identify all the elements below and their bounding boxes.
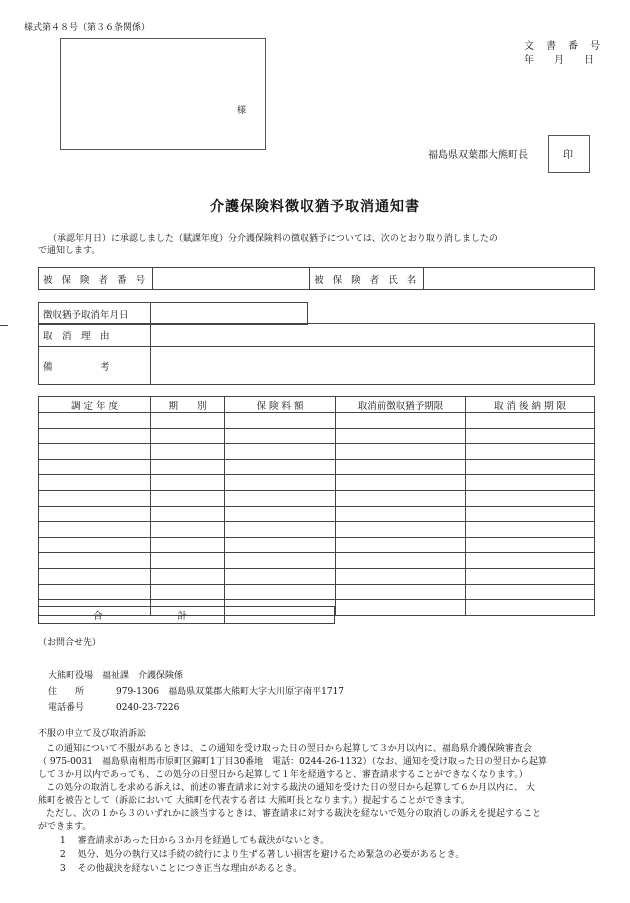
appeal-item-2: 2 処分、処分の執行又は手続の続行により生ずる著しい損害を避けるため緊急の必要があるとき。 xyxy=(60,850,465,860)
contact-heading: （お問合せ先） xyxy=(38,638,102,648)
issuer-name: 福島県双葉郡大熊町長 xyxy=(428,150,528,161)
margin-tick xyxy=(0,325,8,326)
contact-phone: 0240-23-7226 xyxy=(116,703,180,713)
document-title: 介護保険料徴収猶予取消通知書 xyxy=(210,199,420,215)
table-row xyxy=(39,568,595,584)
cancel-reason-label: 取 消 理 由 xyxy=(39,324,151,347)
schedule-header-amount: 保 険 料 額 xyxy=(225,397,336,413)
date-label: 年 月 日 xyxy=(524,55,594,66)
insured-number-value[interactable] xyxy=(153,268,310,290)
schedule-header-year: 調 定 年 度 xyxy=(39,397,151,413)
cancel-reason-table xyxy=(38,323,595,385)
cancel-date-label: 徴収猶予取消年月日 xyxy=(39,303,151,325)
total-amount[interactable] xyxy=(225,607,335,624)
insured-name-value[interactable] xyxy=(424,268,595,290)
appeal-line-4: この処分の取消しを求める訴えは、前述の審査請求に対する裁決の通知を受けた日の翌日から起算して６か月以内に、 大 xyxy=(46,783,535,793)
table-row xyxy=(39,444,595,460)
remarks-label: 備 考 xyxy=(39,347,151,385)
insured-name-label: 被 保 険 者 氏 名 xyxy=(310,268,424,290)
total-label xyxy=(39,607,225,624)
table-row xyxy=(39,522,595,538)
contact-address-label: 住 所 xyxy=(48,687,85,697)
table-row xyxy=(39,584,595,600)
seal-mark: 印 xyxy=(563,150,573,161)
appeal-line-1: この通知について不服があるときは、この通知を受け取った日の翌日から起算して３か月以内に、福島県介護保険審査会 xyxy=(46,744,532,754)
table-row xyxy=(39,459,595,475)
contact-address: 979-1306 福島県双葉郡大熊町大字大川原字南平1717 xyxy=(116,687,345,697)
table-row xyxy=(39,506,595,522)
insured-number-label: 被 保 険 者 番 号 xyxy=(39,268,153,290)
table-row xyxy=(39,428,595,444)
document-number-label: 文 書 番 号 xyxy=(524,41,601,52)
appeal-item-3: 3 その他裁決を経ないことにつき正当な理由があるとき。 xyxy=(60,864,303,874)
table-row xyxy=(39,553,595,569)
intro-line-2: で通知します。 xyxy=(38,246,101,256)
appeal-line-7: ができます。 xyxy=(38,822,92,832)
appeal-line-6: ただし、次の１から３のいずれかに該当するときは、審査請求に対する裁決を経ないで処分の取消しの訴えを提起すること xyxy=(46,809,542,819)
total-label-right: 計 xyxy=(177,611,188,622)
appeal-line-5: 熊町を被告として（訴訟において 大熊町を代表する者は 大熊町長となります。）提起することができます。 xyxy=(38,796,470,806)
appeal-heading: 不服の申立て及び取消訴訟 xyxy=(38,729,147,739)
total-table xyxy=(38,606,335,624)
appeal-line-3: して３か月以内であっても、この処分の日翌日から起算して１年を経過すると、審査請求することができなくなります。） xyxy=(38,770,528,780)
table-row xyxy=(39,413,595,429)
total-label-left: 合 xyxy=(93,611,103,622)
schedule-header-before-deadline: 取消前徴収猶予期限 xyxy=(336,397,466,413)
contact-phone-label: 電話番号 xyxy=(48,703,85,713)
insured-table xyxy=(38,267,595,290)
addressee-box xyxy=(60,38,266,150)
cancel-date-value[interactable] xyxy=(151,303,308,325)
remarks-value[interactable] xyxy=(151,347,595,385)
appeal-item-1: 1 審査請求があった日から３か月を経過しても裁決がないとき。 xyxy=(60,836,330,846)
form-number: 様式第４８号（第３６条関係） xyxy=(24,23,151,33)
table-row xyxy=(39,475,595,491)
appeal-line-2: （ 975-0031 福島県南相馬市原町区錦町1丁目30番地 電話：0244-26-1132）（なお、通知を受け取った日の翌日から起算 xyxy=(38,757,548,767)
cancel-reason-value[interactable] xyxy=(151,324,595,347)
table-row xyxy=(39,537,595,553)
table-row xyxy=(39,490,595,506)
schedule-header-after-deadline: 取 消 後 納 期 限 xyxy=(466,397,595,413)
intro-line-1: （承認年月日）に承認しました（賦課年度）分介護保険料の徴収猶予については、次のとおり取り消しましたの xyxy=(48,234,498,244)
cancel-date-table xyxy=(38,302,308,325)
seal-box xyxy=(548,135,590,173)
contact-office: 大熊町役場 福祉課 介護保険係 xyxy=(48,671,184,681)
schedule-table xyxy=(38,396,595,616)
schedule-header-period: 期 別 xyxy=(151,397,225,413)
addressee-suffix: 様 xyxy=(237,106,247,116)
